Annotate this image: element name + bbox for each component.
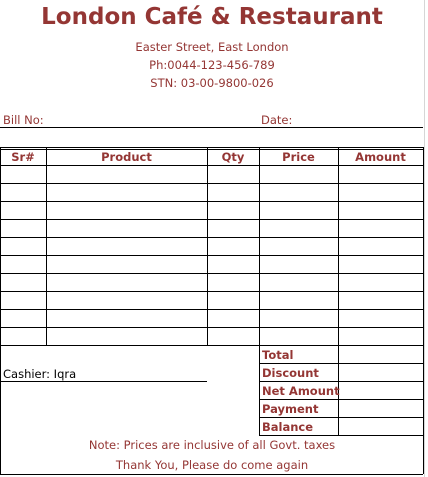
table-row-line <box>0 327 423 328</box>
table-col-divider <box>259 147 260 345</box>
table-row-line <box>0 237 423 238</box>
summary-row-line <box>259 435 423 436</box>
table-col-divider <box>338 147 339 345</box>
restaurant-phone: Ph:0044-123-456-789 <box>149 58 275 72</box>
sheet-edge <box>424 0 425 477</box>
table-header-bottom <box>0 165 423 166</box>
col-header-qty: Qty <box>221 150 245 164</box>
table-row-line <box>0 291 423 292</box>
table-top-border <box>0 147 423 148</box>
table-row-line <box>0 201 423 202</box>
restaurant-address: Easter Street, East London <box>135 40 289 54</box>
col-header-price: Price <box>282 150 315 164</box>
summary-payment-label: Payment <box>262 402 319 416</box>
table-row-line <box>0 219 423 220</box>
table-right-border <box>423 147 424 435</box>
tax-note: Note: Prices are inclusive of all Govt. taxes <box>88 438 336 452</box>
summary-row-line <box>259 417 423 418</box>
restaurant-name: London Café & Restaurant <box>41 4 383 30</box>
frame-left-border <box>0 345 1 474</box>
col-header-amount: Amount <box>355 150 406 164</box>
table-col-divider <box>207 147 208 345</box>
cashier-rule <box>0 381 207 382</box>
col-header-sr: Sr# <box>11 150 35 164</box>
table-row-line <box>0 309 423 310</box>
table-row-line <box>0 183 423 184</box>
summary-total-label: Total <box>262 348 294 362</box>
summary-balance-label: Balance <box>262 420 314 434</box>
summary-row-line <box>259 381 423 382</box>
table-left-border <box>0 147 1 345</box>
thank-you-note: Thank You, Please do come again <box>115 458 309 472</box>
summary-left-border <box>259 345 260 435</box>
summary-net-amount-label: Net Amount <box>262 384 340 398</box>
bill-no-label: Bill No: <box>3 113 44 127</box>
table-row-line <box>0 273 423 274</box>
restaurant-stn: STN: 03-00-9800-026 <box>150 76 274 90</box>
date-label: Date: <box>261 113 293 127</box>
table-row-line <box>0 255 423 256</box>
table-col-divider <box>46 147 47 345</box>
cashier-name: Cashier: Iqra <box>3 367 77 381</box>
summary-row-line <box>259 363 423 364</box>
frame-bottom-border <box>0 474 423 475</box>
col-header-product: Product <box>101 150 152 164</box>
table-row-line <box>0 345 423 346</box>
bill-meta-rule <box>0 127 423 128</box>
summary-discount-label: Discount <box>262 366 319 380</box>
summary-row-line <box>259 399 423 400</box>
